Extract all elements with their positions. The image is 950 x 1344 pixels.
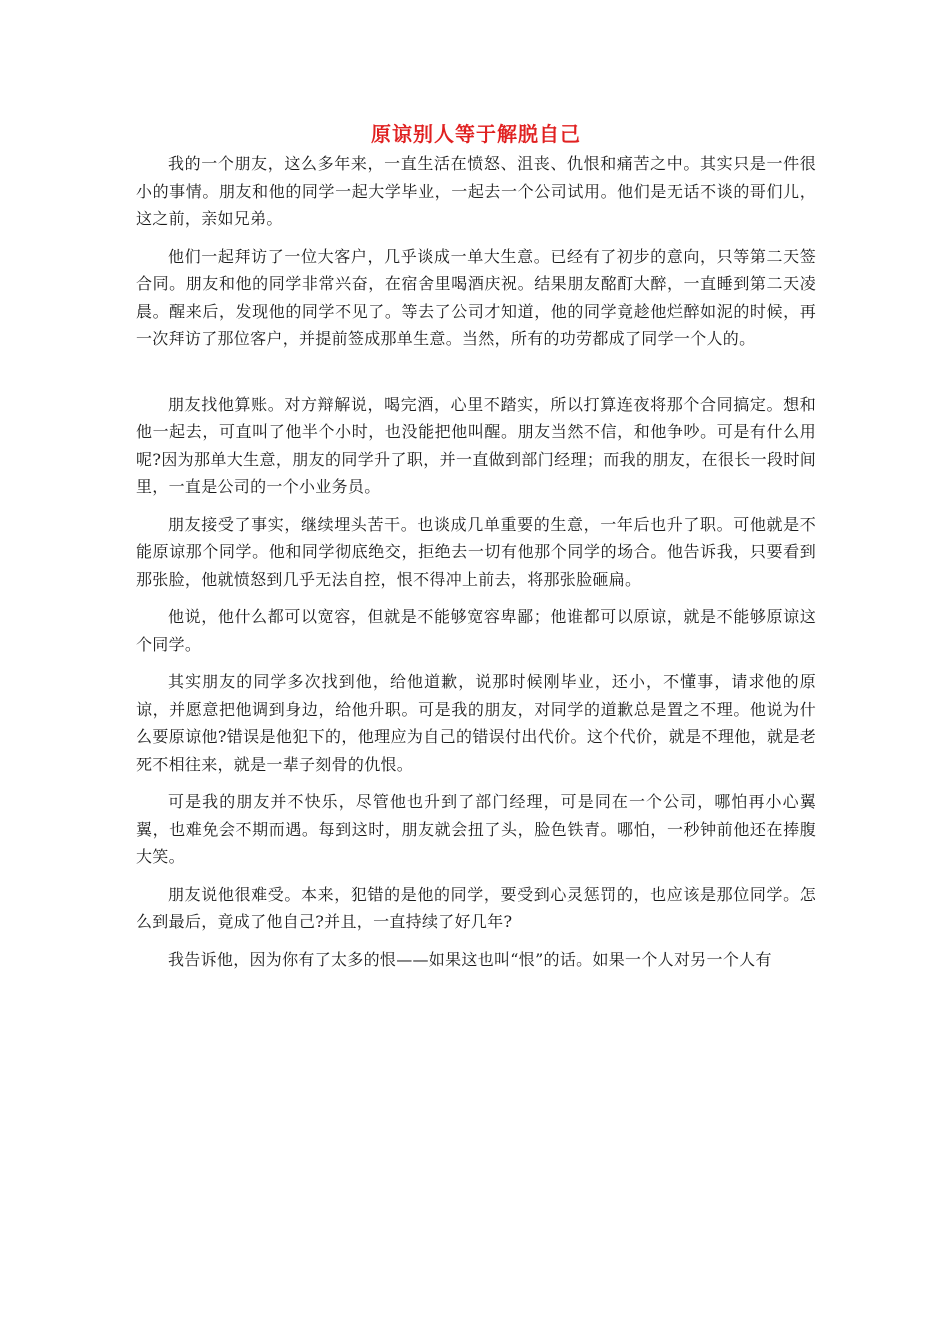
paragraph-4: 朋友接受了事实，继续埋头苦干。也谈成几单重要的生意，一年后也升了职。可他就是不能原谅那个同学。他和同学彻底绝交，拒绝去一切有他那个同学的场合。他告诉我，只要看到那张脸，他就愤怒到几乎无法自控，恨不得冲上前去，将那张脸砸扁。	[136, 514, 816, 589]
paragraph-5: 他说，他什么都可以宽容，但就是不能够宽容卑鄙；他谁都可以原谅，就是不能够原谅这个同学。	[136, 607, 816, 654]
paragraph-8: 朋友说他很难受。本来，犯错的是他的同学，要受到心灵惩罚的，也应该是那位同学。怎么到最后，竟成了他自己?并且，一直持续了好几年?	[136, 884, 816, 931]
paragraph-3: 朋友找他算账。对方辩解说，喝完酒，心里不踏实，所以打算连夜将那个合同搞定。想和他一起去，可直叫了他半个小时，也没能把他叫醒。朋友当然不信，和他争吵。可是有什么用呢?因为那单大生意，朋友的同学升了职，并一直做到部门经理；而我的朋友，在很长一段时间里，一直是公司的一个小业务员。	[136, 394, 816, 496]
paragraph-9: 我告诉他，因为你有了太多的恨——如果这也叫“恨”的话。如果一个人对另一个人有	[168, 949, 772, 969]
paragraph-6: 其实朋友的同学多次找到他，给他道歉，说那时候刚毕业，还小，不懂事，请求他的原谅，并愿意把他调到身边，给他升职。可是我的朋友，对同学的道歉总是置之不理。他说为什么要原谅他?错误是他犯下的，他理应为自己的错误付出代价。这个代价，就是不理他，就是老死不相往来，就是一辈子刻骨的仇恨。	[136, 672, 816, 774]
paragraph-7: 可是我的朋友并不快乐，尽管他也升到了部门经理，可是同在一个公司，哪怕再小心翼翼，也难免会不期而遇。每到这时，朋友就会扭了头，脸色铁青。哪怕，一秒钟前他还在捧腹大笑。	[136, 792, 816, 866]
paragraph-1: 我的一个朋友，这么多年来，一直生活在愤怒、沮丧、仇恨和痛苦之中。其实只是一件很小的事情。朋友和他的同学一起大学毕业，一起去一个公司试用。他们是无话不谈的哥们儿，这之前，亲如兄弟。	[136, 154, 816, 228]
document-title: 原谅别人等于解脱自己	[371, 122, 581, 146]
document-page	[136, 118, 816, 983]
paragraph-2: 他们一起拜访了一位大客户，几乎谈成一单大生意。已经有了初步的意向，只等第二天签合同。朋友和他的同学非常兴奋，在宿舍里喝酒庆祝。结果朋友酩酊大醉，一直睡到第二天凌晨。醒来后，发现他的同学不见了。等去了公司才知道，他的同学竟趁他烂醉如泥的时候，再一次拜访了那位客户，并提前签成那单生意。当然，所有的功劳都成了同学一个人的。	[136, 246, 816, 348]
